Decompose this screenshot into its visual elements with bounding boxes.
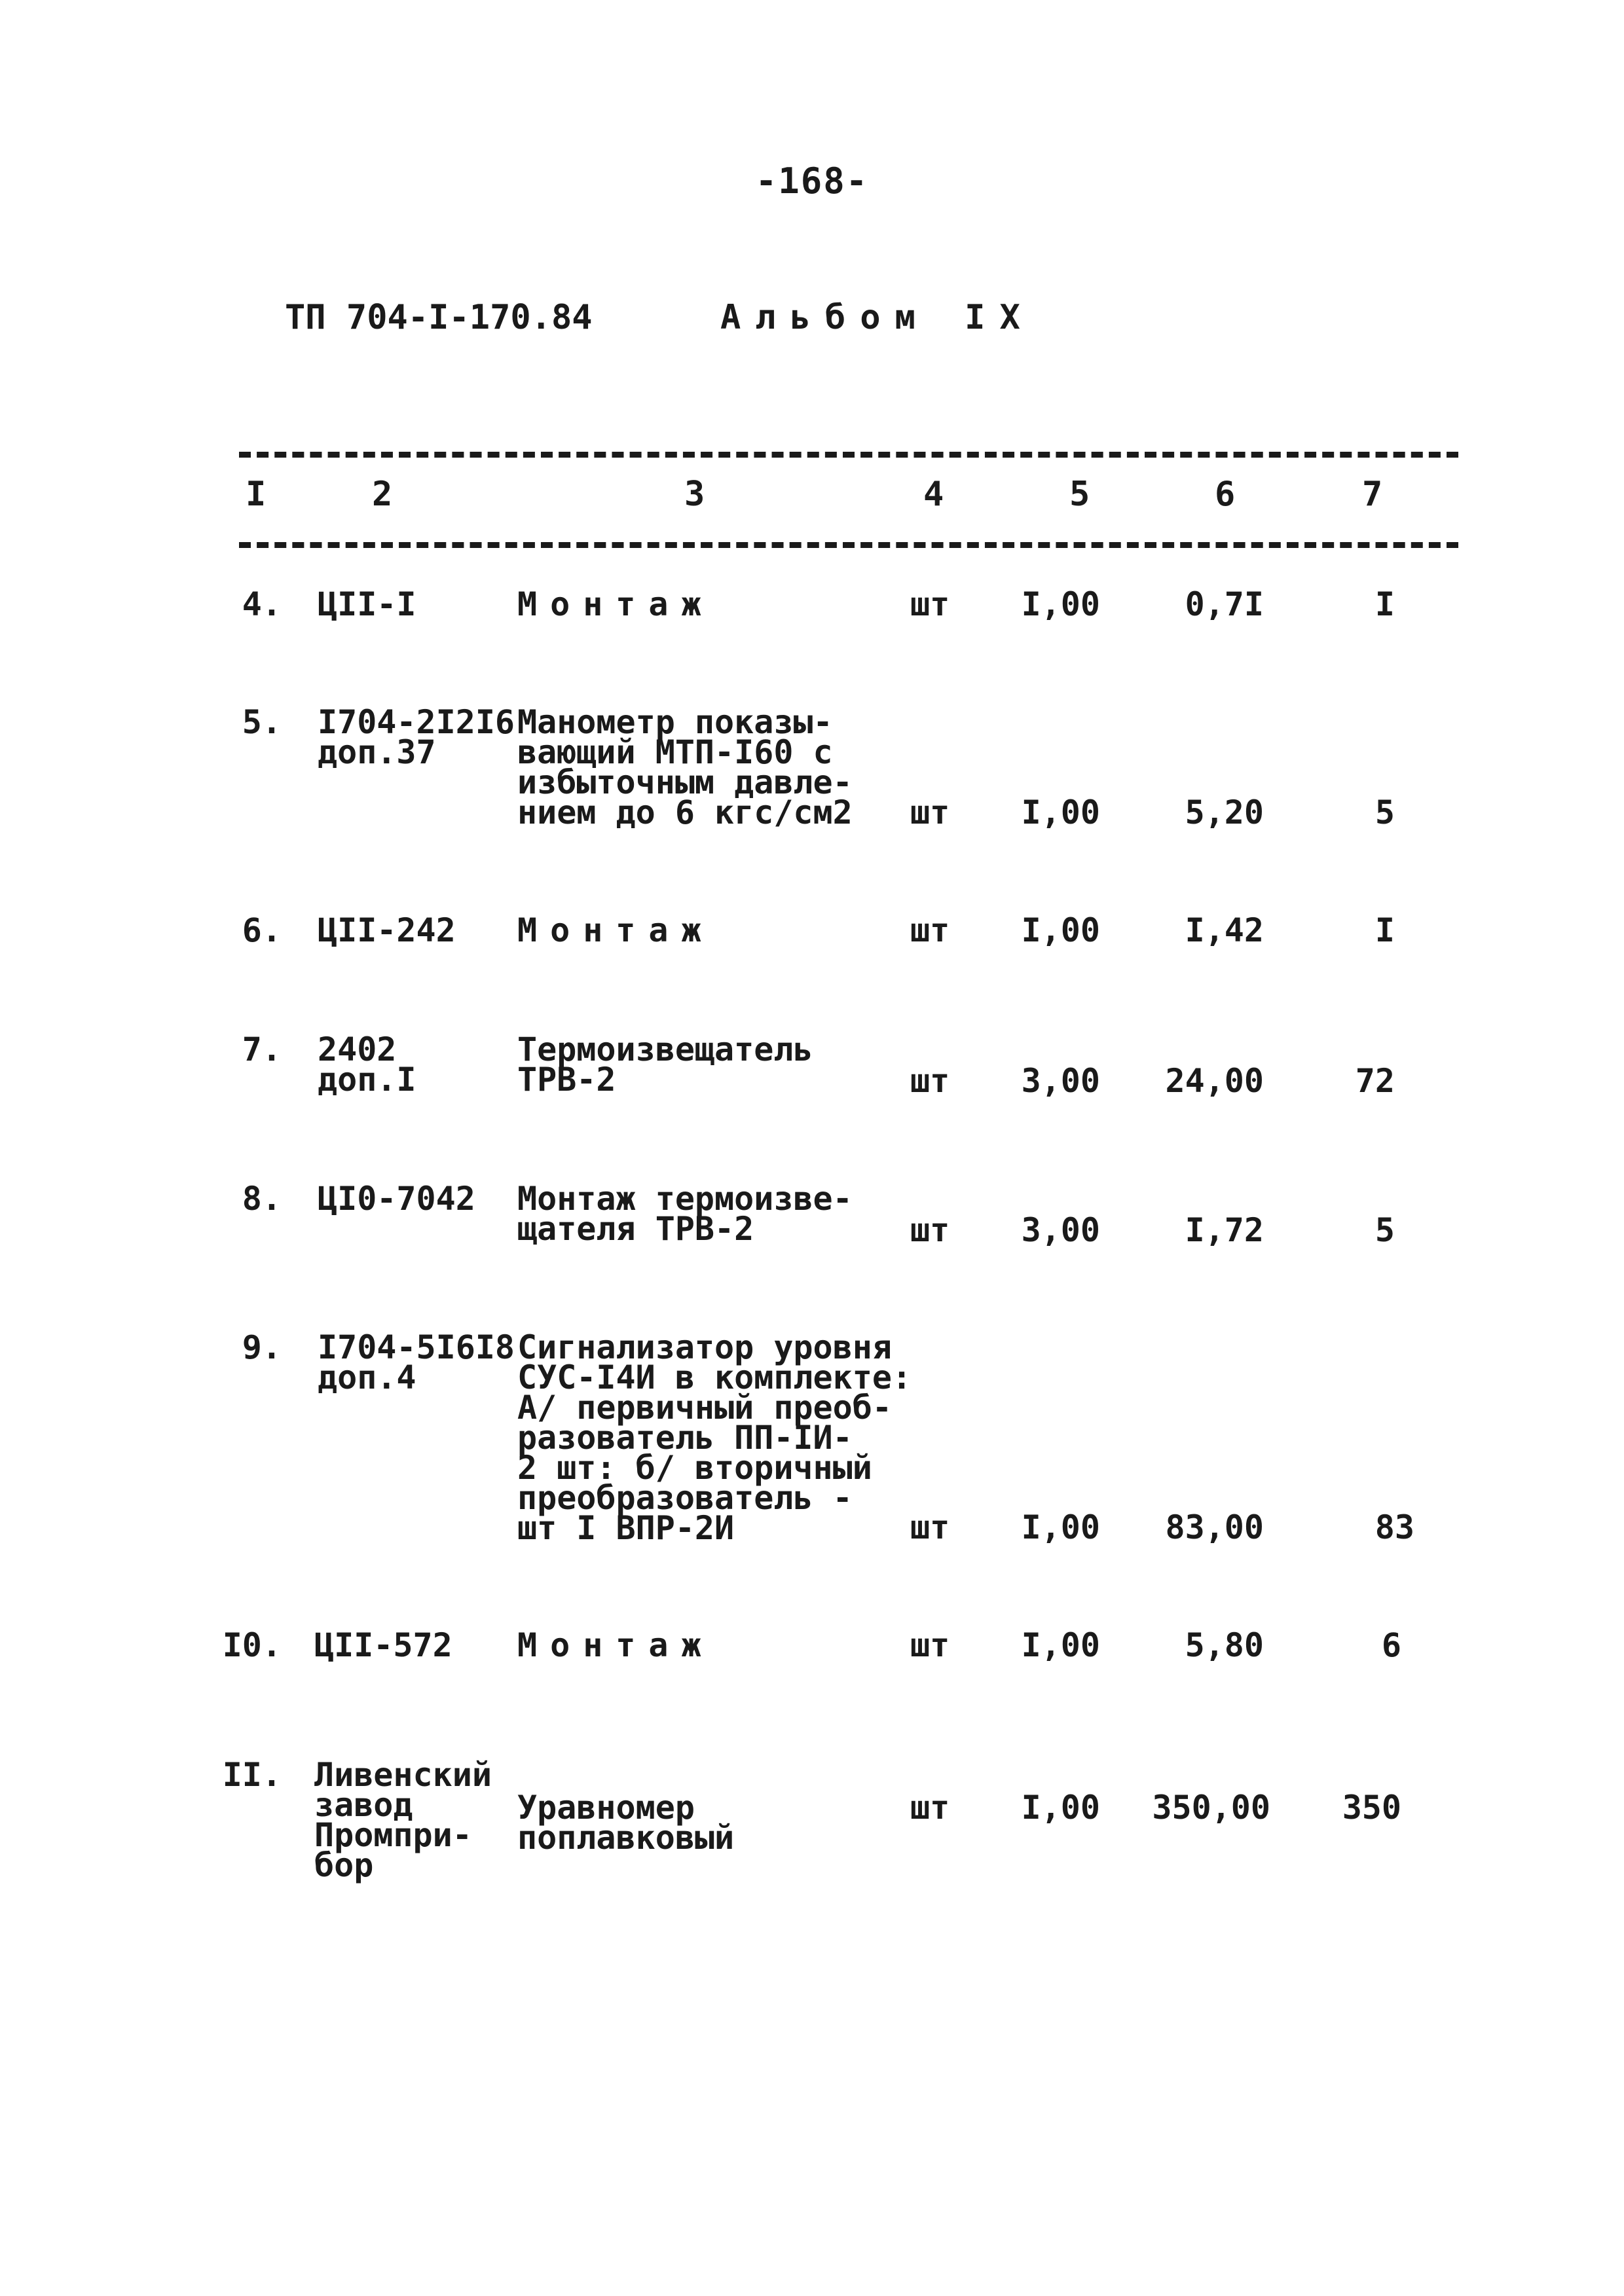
- column-header-1: I: [246, 475, 267, 514]
- row-number: 7.: [242, 1030, 282, 1068]
- row-quantity: I,00: [1021, 911, 1100, 949]
- row-unit-price: 83,00: [1165, 1508, 1264, 1546]
- row-unit: шт: [910, 585, 950, 623]
- row-unit-price: I,42: [1185, 911, 1264, 949]
- row-quantity: I,00: [1021, 585, 1100, 623]
- row-name: Монтаж термоизве- щателя ТРВ-2: [517, 1180, 853, 1248]
- row-code: I704-5I6I8 доп.4: [318, 1328, 515, 1396]
- row-unit: шт: [910, 1789, 950, 1827]
- row-quantity: 3,00: [1021, 1211, 1100, 1249]
- row-total: 83: [1375, 1508, 1414, 1546]
- row-unit-price: 5,20: [1185, 793, 1264, 831]
- page-number: -168-: [755, 160, 869, 202]
- row-number: I0.: [222, 1626, 282, 1664]
- column-header-4: 4: [923, 475, 944, 514]
- row-unit-price: 5,80: [1185, 1626, 1264, 1664]
- row-total: I: [1375, 585, 1395, 623]
- row-unit: шт: [910, 1062, 950, 1100]
- row-code: I704-2I2I6 доп.37: [318, 703, 515, 771]
- header-rule-bottom: [239, 542, 1458, 548]
- header-rule-top: [239, 452, 1458, 458]
- row-name: Уравномер поплавковый: [517, 1789, 735, 1857]
- row-quantity: I,00: [1021, 1508, 1100, 1546]
- row-name: Монтаж: [517, 1626, 714, 1664]
- row-total: 5: [1375, 1211, 1395, 1249]
- row-name: Сигнализатор уровня СУС-I4И в комплекте: А/ первичный преоб- разователь ПП-IИ- 2 шт: б/ вторичный преобразователь - шт I ВПР-2И: [517, 1328, 912, 1547]
- row-unit: шт: [910, 911, 950, 949]
- row-number: 9.: [242, 1328, 282, 1366]
- row-total: I: [1375, 911, 1395, 949]
- document-code: ТП 704-I-170.84: [285, 298, 593, 337]
- row-code: ЦII-572: [314, 1626, 452, 1664]
- row-code: Ливенский завод Промпри- бор: [314, 1756, 492, 1884]
- row-name: Манометр показы- вающий МТП-I60 с избыточным давле- нием до 6 кгс/см2: [517, 703, 853, 831]
- column-header-5: 5: [1069, 475, 1090, 514]
- row-number: 6.: [242, 911, 282, 949]
- row-code: ЦII-I: [318, 585, 416, 623]
- row-unit-price: 350,00: [1152, 1789, 1270, 1827]
- row-unit: шт: [910, 1508, 950, 1546]
- row-unit: шт: [910, 793, 950, 831]
- row-total: 6: [1381, 1626, 1401, 1664]
- row-unit-price: I,72: [1185, 1211, 1264, 1249]
- row-quantity: I,00: [1021, 793, 1100, 831]
- row-unit-price: 0,7I: [1185, 585, 1264, 623]
- row-total: 72: [1355, 1062, 1395, 1100]
- row-code: ЦI0-7042: [318, 1180, 475, 1218]
- row-code: 2402 доп.I: [318, 1030, 416, 1099]
- album-title: Альбом IX: [720, 298, 1035, 337]
- row-name: Монтаж: [517, 585, 714, 623]
- row-unit: шт: [910, 1211, 950, 1249]
- row-number: 5.: [242, 703, 282, 741]
- row-total: 350: [1342, 1789, 1401, 1827]
- row-code: ЦII-242: [318, 911, 456, 949]
- row-quantity: I,00: [1021, 1789, 1100, 1827]
- column-header-3: 3: [684, 475, 705, 514]
- row-total: 5: [1375, 793, 1395, 831]
- row-number: 8.: [242, 1180, 282, 1218]
- row-unit-price: 24,00: [1165, 1062, 1264, 1100]
- column-header-2: 2: [372, 475, 393, 514]
- row-name: Монтаж: [517, 911, 714, 949]
- row-name: Термоизвещатель ТРВ-2: [517, 1030, 813, 1099]
- row-number: 4.: [242, 585, 282, 623]
- row-unit: шт: [910, 1626, 950, 1664]
- row-quantity: 3,00: [1021, 1062, 1100, 1100]
- column-header-6: 6: [1215, 475, 1236, 514]
- column-header-7: 7: [1362, 475, 1383, 514]
- row-number: II.: [222, 1756, 282, 1794]
- row-quantity: I,00: [1021, 1626, 1100, 1664]
